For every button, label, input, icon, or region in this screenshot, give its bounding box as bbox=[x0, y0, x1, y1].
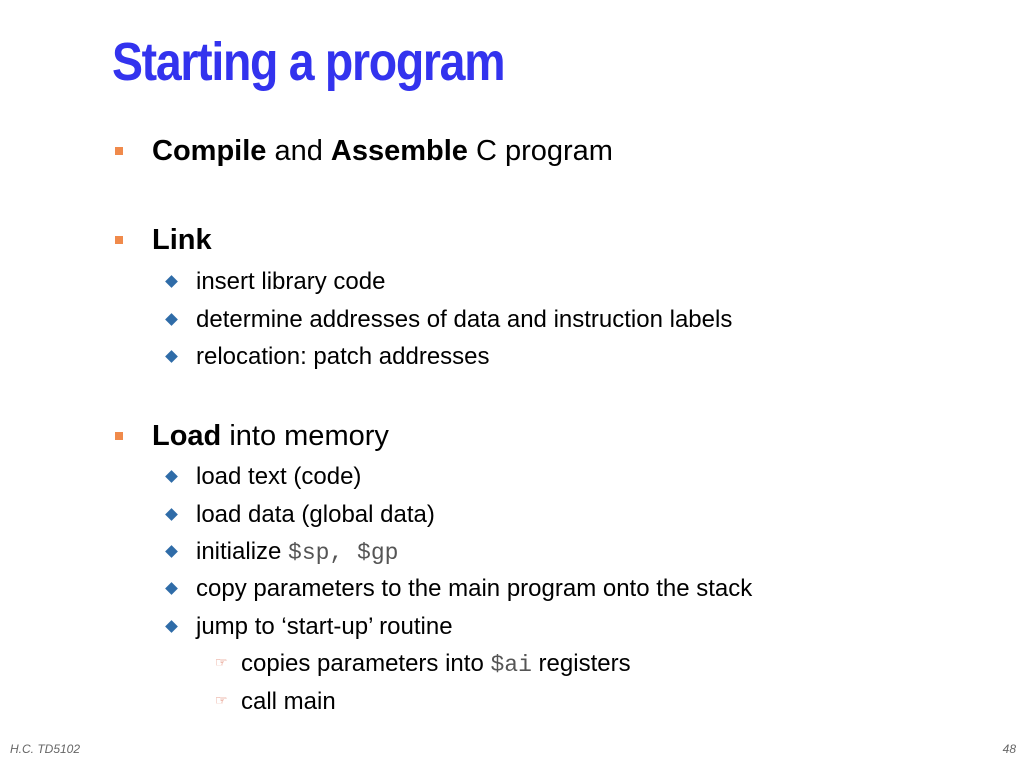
sub-sub-bullet-text: registers bbox=[531, 650, 631, 677]
footer-course-code: H.C. TD5102 bbox=[10, 742, 81, 756]
sub-bullet-text: initialize bbox=[196, 538, 282, 565]
sub-bullet bbox=[196, 306, 732, 334]
bullet-text-bold: Compile bbox=[152, 135, 267, 167]
sub-bullet bbox=[196, 463, 361, 491]
sub-bullet bbox=[196, 268, 385, 296]
pointing-hand-icon: ☞ bbox=[215, 654, 228, 670]
diamond-bullet-icon bbox=[165, 508, 178, 521]
diamond-bullet-icon bbox=[165, 313, 178, 326]
bullet-text: into memory bbox=[221, 420, 389, 452]
sub-sub-bullet-text: call main bbox=[241, 688, 336, 715]
diamond-bullet-icon bbox=[165, 620, 178, 633]
sub-sub-bullet bbox=[215, 650, 631, 679]
bullet-text-bold: Link bbox=[152, 224, 212, 256]
sub-bullet bbox=[196, 575, 752, 603]
sub-bullet-text: relocation: patch addresses bbox=[196, 343, 490, 370]
sub-bullet bbox=[196, 501, 435, 529]
square-bullet-icon bbox=[115, 236, 123, 244]
diamond-bullet-icon bbox=[165, 275, 178, 288]
sub-bullet-text: load data (global data) bbox=[196, 501, 435, 528]
bullet-compile-assemble bbox=[152, 134, 613, 168]
square-bullet-icon bbox=[115, 147, 123, 155]
bullet-load bbox=[152, 419, 389, 453]
diamond-bullet-icon bbox=[165, 545, 178, 558]
pointing-hand-icon: ☞ bbox=[215, 692, 228, 708]
sub-bullet-text: determine addresses of data and instruction labels bbox=[196, 306, 733, 333]
sub-sub-bullet-text: copies parameters into bbox=[241, 650, 491, 677]
diamond-bullet-icon bbox=[165, 582, 178, 595]
slide-title: Starting a program bbox=[112, 32, 505, 92]
bullet-text: C program bbox=[467, 135, 613, 167]
code-text: $sp, $gp bbox=[288, 540, 399, 566]
sub-bullet bbox=[196, 343, 490, 371]
bullet-text-bold: Load bbox=[152, 420, 222, 452]
square-bullet-icon bbox=[115, 432, 123, 440]
sub-bullet-text: jump to ‘start-up’ routine bbox=[196, 613, 453, 640]
bullet-link bbox=[152, 223, 212, 257]
bullet-text: and bbox=[266, 135, 331, 167]
diamond-bullet-icon bbox=[165, 470, 178, 483]
slide-number: 48 bbox=[1002, 742, 1016, 756]
bullet-text-bold: Assemble bbox=[330, 135, 468, 167]
sub-bullet-text: copy parameters to the main program onto the stack bbox=[196, 575, 753, 602]
diamond-bullet-icon bbox=[165, 350, 178, 363]
sub-bullet-text: load text (code) bbox=[196, 463, 362, 490]
sub-bullet bbox=[196, 538, 398, 567]
sub-bullet bbox=[196, 613, 453, 641]
code-text: $ai bbox=[490, 652, 532, 678]
sub-bullet-text: insert library code bbox=[196, 268, 386, 295]
sub-sub-bullet bbox=[215, 688, 336, 716]
